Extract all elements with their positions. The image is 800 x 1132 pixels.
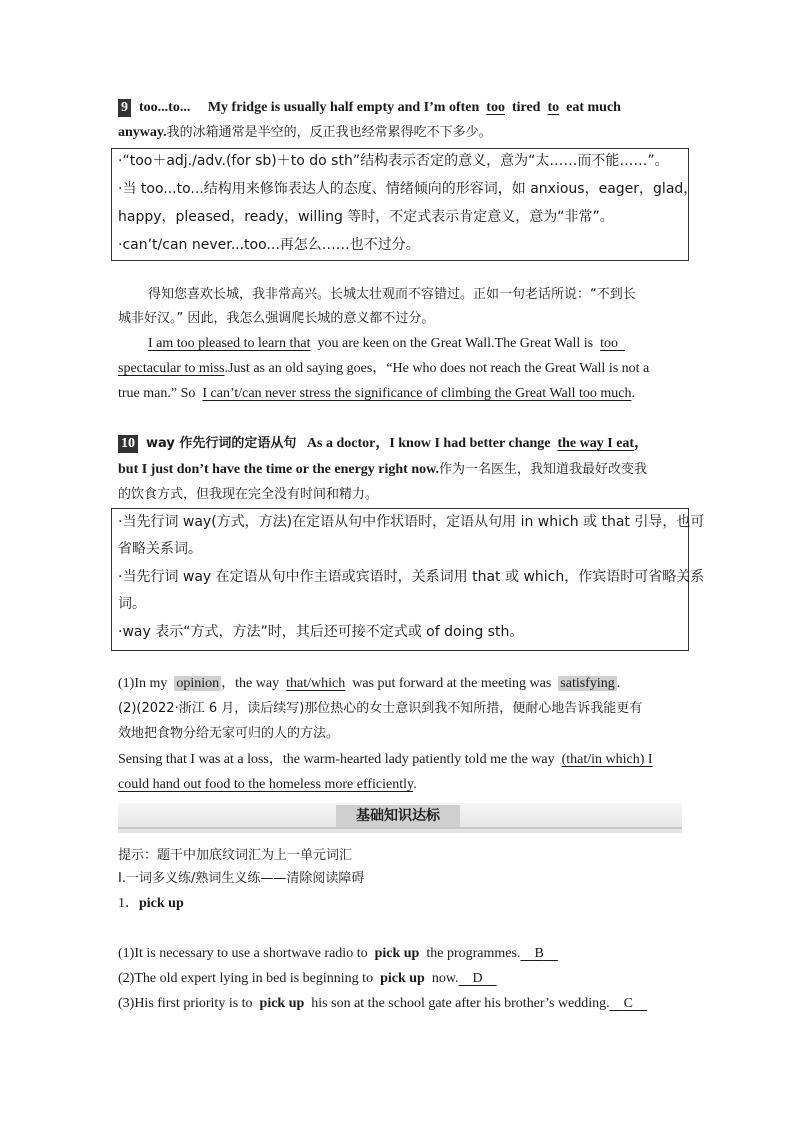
underlined-phrase: the way I eat — [557, 436, 635, 451]
target-phrase: pick up — [374, 946, 420, 961]
answer-fill: (that/in which) I — [561, 752, 653, 767]
section-10-heading-line2 — [118, 460, 647, 480]
answer-line — [148, 334, 625, 354]
example-translation: 作为一名医生，我知道我最好改变我 — [438, 462, 647, 477]
answer-line — [118, 384, 635, 404]
exercise-2-answer — [118, 750, 653, 770]
answer-line — [118, 359, 649, 379]
heading-label: way 作先行词的定语从句 — [146, 436, 297, 451]
exercise-text: ，the way — [221, 676, 280, 691]
section-9-heading — [118, 98, 621, 118]
answer-text: you are keen on the Great Wall.The Great Wall is — [317, 336, 594, 351]
item-word: pick up — [139, 896, 184, 911]
answer-blank — [610, 996, 647, 1011]
example-sentence: As a doctor，I know I had better change — [306, 436, 551, 451]
item-title — [118, 894, 184, 914]
usage-note-line: happy，pleased，ready，willing 等时，不定式表示肯定意义，意为“非常”。 — [118, 209, 614, 225]
usage-note-line: ·way 表示“方式，方法”时，其后还可接不定式或 of doing sth。 — [118, 624, 524, 640]
answer-text: true man.” So — [118, 386, 196, 401]
answer-letter: D — [472, 971, 483, 986]
example-sentence-cont: anyway. — [118, 125, 167, 140]
section-10-heading — [118, 434, 648, 454]
example-sentence-end: eat much — [566, 100, 621, 115]
usage-note-line: ·当先行词 way(方式，方法)在定语从句中作状语时，定语从句用 in which 或 that 引导，也可 — [118, 514, 705, 530]
answer-fill: I can’t/can never stress the significance of climbing the Great Wall too much — [202, 386, 632, 401]
usage-note-line: 词。 — [118, 596, 146, 612]
banner-divider — [118, 827, 682, 829]
answer-punct: . — [631, 386, 635, 401]
example-sentence: My fridge is usually half empty and I’m often — [207, 100, 480, 115]
usage-note-line: 省略关系词。 — [118, 541, 202, 557]
underlined-word: to — [547, 100, 560, 115]
underlined-word: too — [486, 100, 505, 115]
answer-letter: C — [623, 996, 633, 1011]
answer-fill: that/which — [286, 676, 346, 691]
exercise-2-prompt: (2)(2022·浙江 6 月，读后续写)那位热心的女士意识到我不知所措，便耐心地告诉我能更有 — [118, 701, 643, 716]
answer-fill: spectacular to miss — [118, 361, 225, 376]
exercise-text: (1)In my — [118, 676, 168, 691]
usage-note-box — [111, 148, 698, 261]
exercise-punct: . — [616, 676, 621, 691]
question-text: the programmes. — [426, 946, 521, 961]
shaded-word: opinion — [176, 676, 220, 691]
shaded-word: satisfying — [560, 676, 615, 691]
section-number-badge: 9 — [118, 99, 131, 117]
usage-note-line: ·can’t/can never...too...再怎么……也不过分。 — [118, 237, 420, 253]
usage-note-box — [111, 508, 705, 651]
part-title: Ⅰ.一词多义练/熟词生义练——清除阅读障碍 — [118, 871, 365, 886]
example-translation: 我的冰箱通常是半空的，反正我也经常累得吃不下多少。 — [166, 125, 492, 140]
usage-note-line: ·“too＋adj./adv.(for sb)＋to do sth”结构表示否定的意义，意为“太……而不能……”。 — [118, 153, 669, 169]
question-text: (2)The old expert lying in bed is beginning to — [118, 971, 374, 986]
exercise-2-prompt: 效地把食物分给无家可归的人的方法。 — [118, 726, 340, 741]
question-text: his son at the school gate after his brother’s wedding. — [311, 996, 610, 1011]
example-word: tired — [511, 100, 541, 115]
heading-label: too...to... — [139, 100, 191, 115]
section-9-heading-line2 — [118, 123, 492, 143]
answer-fill: too — [600, 336, 618, 351]
hint-text: 提示：题干中加底纹词汇为上一单元词汇 — [118, 848, 353, 863]
translation-prompt: 得知您喜欢长城，我非常高兴。长城太壮观而不容错过。正如一句老话所说：“不到长 — [148, 287, 636, 302]
answer-blank — [520, 946, 557, 961]
exercise-2-answer — [118, 775, 417, 795]
answer-letter: B — [534, 946, 544, 961]
question-text: now. — [431, 971, 459, 986]
question-1 — [118, 944, 558, 964]
translation-prompt: 城非好汉。” 因此，我怎么强调爬长城的意义都不过分。 — [118, 311, 435, 326]
question-2 — [118, 969, 497, 989]
answer-text: .Just as an old saying goes，“He who does not reach the Great Wall is not a — [224, 361, 650, 376]
answer-blank — [459, 971, 497, 986]
target-phrase: pick up — [380, 971, 425, 986]
example-translation-cont: 的饮食方式，但我现在完全没有时间和精力。 — [118, 487, 379, 502]
answer-punct: . — [413, 777, 417, 792]
question-text: (1)It is necessary to use a shortwave radio to — [118, 946, 368, 961]
answer-fill: could hand out food to the homeless more efficiently — [118, 777, 414, 792]
example-punct: ， — [634, 436, 649, 451]
usage-note-line: ·当先行词 way 在定语从句中作主语或宾语时，关系词用 that 或 which，作宾语时可省略关系 — [118, 569, 705, 585]
item-number: 1． — [118, 896, 139, 911]
section-number-badge: 10 — [118, 435, 138, 453]
usage-note-line: ·当 too...to...结构用来修饰表达人的态度、情绪倾向的形容词，如 anxious，eager，glad， — [118, 181, 698, 197]
exercise-1 — [118, 674, 620, 694]
target-phrase: pick up — [259, 996, 305, 1011]
answer-text: Sensing that I was at a loss，the warm-hearted lady patiently told me the way — [118, 752, 555, 767]
example-sentence-cont: but I just don’t have the time or the energy right now. — [118, 462, 439, 477]
question-3 — [118, 994, 647, 1014]
question-text: (3)His first priority is to — [118, 996, 253, 1011]
exercise-text: was put forward at the meeting was — [352, 676, 552, 691]
answer-fill: I am too pleased to learn that — [148, 336, 311, 351]
banner-title: 基础知识达标 — [336, 805, 460, 827]
